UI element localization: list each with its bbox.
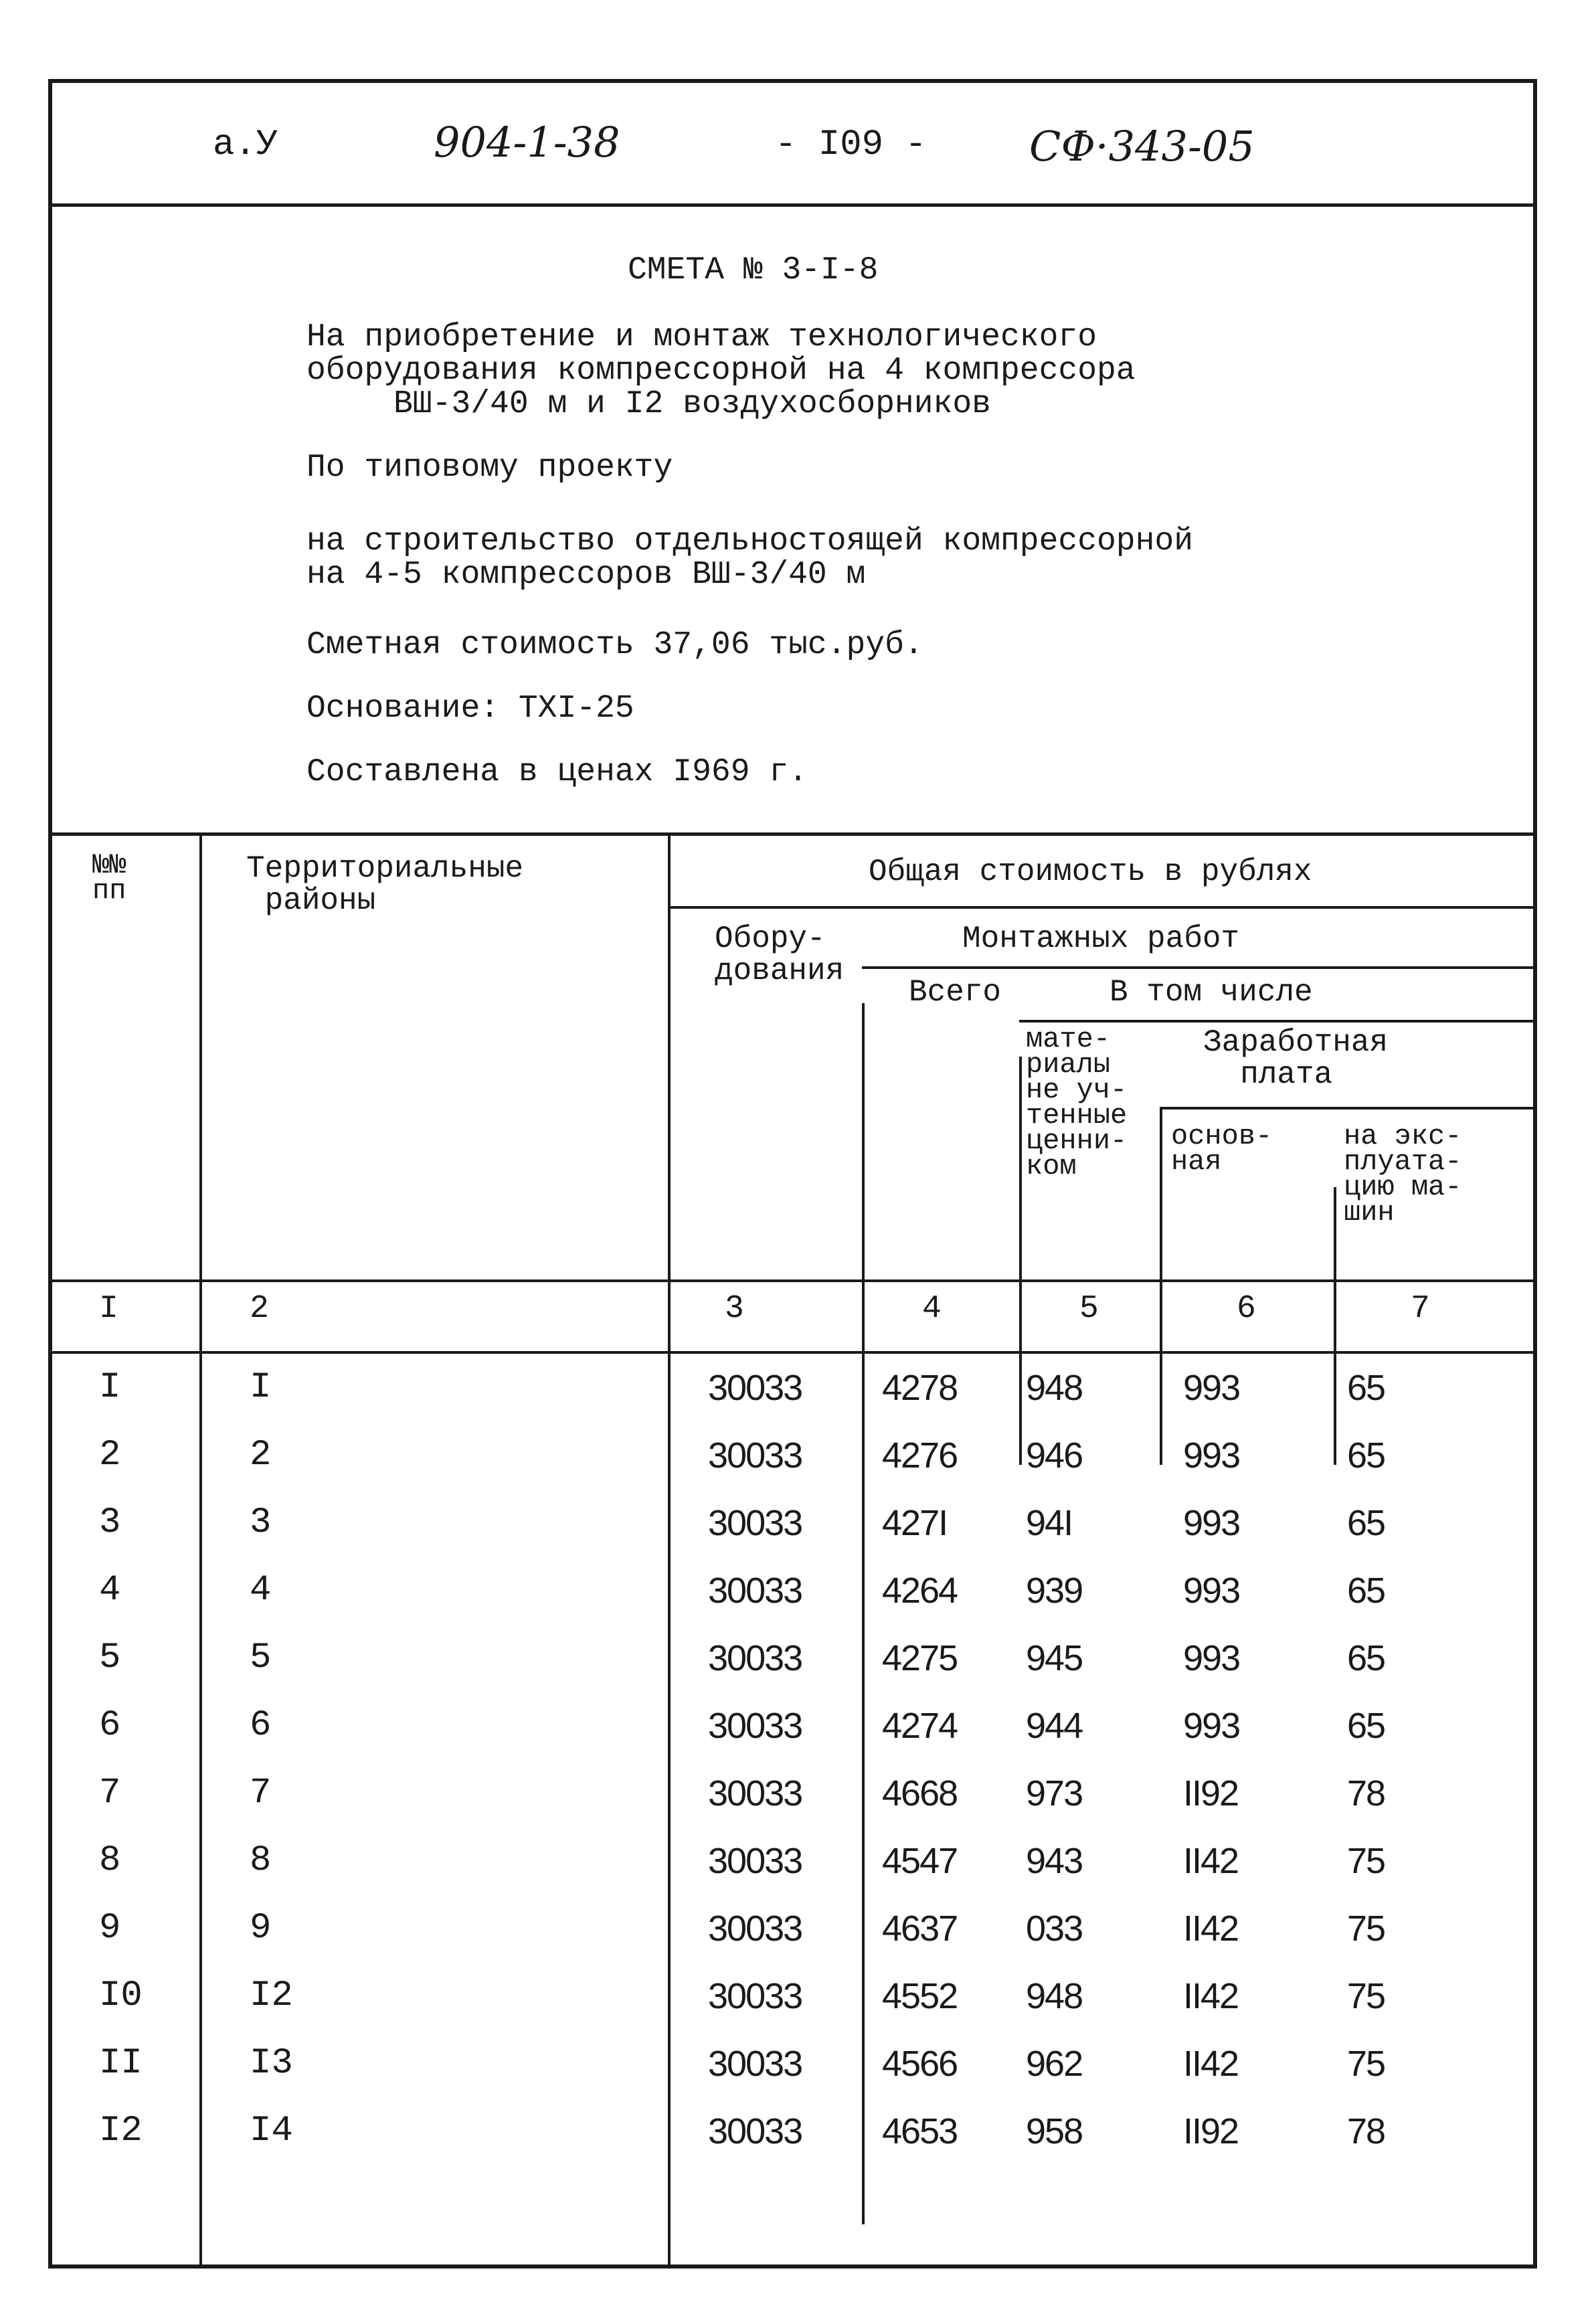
basic-wages-cell: 993 xyxy=(1183,1706,1240,1746)
header-including: В том числе xyxy=(1110,975,1313,1010)
machine-wages-cell: 75 xyxy=(1347,1841,1385,1881)
col-divider-4 xyxy=(1019,1057,1022,1465)
installation-total-cell: 4264 xyxy=(882,1571,958,1611)
installation-total-cell: 427I xyxy=(882,1503,948,1543)
sheet-label: а.У xyxy=(213,124,278,165)
row-number-cell: I xyxy=(99,1367,121,1408)
materials-cost-cell: 958 xyxy=(1026,2111,1083,2151)
basis-line: Основание: ТХI-25 xyxy=(306,691,634,727)
equipment-cost-cell: 30033 xyxy=(708,1571,802,1611)
header-rule-2 xyxy=(862,966,1533,969)
materials-cost-cell: 945 xyxy=(1026,1638,1083,1678)
installation-total-cell: 4552 xyxy=(882,1976,958,2016)
installation-total-cell: 4566 xyxy=(882,2044,958,2084)
basic-wages-cell: 993 xyxy=(1183,1503,1240,1543)
installation-total-cell: 4275 xyxy=(882,1638,958,1678)
project-line: По типовому проекту xyxy=(306,450,673,486)
materials-cost-cell: 94I xyxy=(1026,1503,1073,1543)
row-number-cell: I0 xyxy=(99,1975,143,2016)
territorial-region-cell: 8 xyxy=(250,1840,272,1881)
basic-wages-cell: II42 xyxy=(1183,1841,1239,1881)
machine-wages-cell: 78 xyxy=(1347,2111,1385,2151)
cost-line: Сметная стоимость 37,06 тыс.руб. xyxy=(306,627,923,663)
equipment-cost-cell: 30033 xyxy=(708,1841,802,1881)
header-materials: мате- риалы не уч- тенные ценни- ком xyxy=(1026,1023,1128,1182)
materials-cost-cell: 973 xyxy=(1026,1773,1083,1813)
machine-wages-cell: 75 xyxy=(1347,1908,1385,1949)
machine-wages-cell: 78 xyxy=(1347,1773,1385,1813)
construction-line-1: на строительство отдельностоящей компрессорной xyxy=(306,523,1194,559)
page-number: - I09 - xyxy=(775,124,927,165)
column-number: 7 xyxy=(1411,1291,1430,1327)
col-divider-6 xyxy=(1334,1187,1336,1465)
header-divider xyxy=(52,203,1533,207)
col-divider-2 xyxy=(668,832,671,2265)
equipment-cost-cell: 30033 xyxy=(708,1976,802,2016)
territorial-region-cell: 2 xyxy=(250,1435,272,1476)
row-number-cell: 3 xyxy=(99,1502,121,1543)
territorial-region-cell: 5 xyxy=(250,1637,272,1678)
equipment-cost-cell: 30033 xyxy=(708,1773,802,1813)
header-rule-3 xyxy=(1019,1020,1533,1023)
row-number-cell: I2 xyxy=(99,2111,143,2151)
basic-wages-cell: II42 xyxy=(1183,1908,1239,1949)
subject-line-1: На приобретение и монтаж технологического xyxy=(306,319,1097,355)
installation-total-cell: 4668 xyxy=(882,1773,958,1813)
materials-cost-cell: 948 xyxy=(1026,1976,1083,2016)
basic-wages-cell: II92 xyxy=(1183,2111,1239,2151)
machine-wages-cell: 65 xyxy=(1347,1368,1385,1408)
header-total-cost: Общая стоимость в рублях xyxy=(869,855,1312,889)
column-number: 3 xyxy=(725,1291,744,1327)
column-number-rule xyxy=(52,1351,1533,1354)
territorial-region-cell: I4 xyxy=(250,2111,293,2151)
materials-cost-cell: 962 xyxy=(1026,2044,1083,2084)
materials-cost-cell: 943 xyxy=(1026,1841,1083,1881)
equipment-cost-cell: 30033 xyxy=(708,1706,802,1746)
territorial-region-cell: 7 xyxy=(250,1773,272,1813)
col-divider-3 xyxy=(862,1003,865,2224)
basic-wages-cell: II42 xyxy=(1183,1976,1239,2016)
table-top-border xyxy=(52,832,1533,836)
subject-line-3: ВШ-3/40 м и I2 воздухосборников xyxy=(393,386,991,422)
basic-wages-cell: 993 xyxy=(1183,1435,1240,1476)
header-machine-wages: на экс- плуата- цию ма- шин xyxy=(1344,1120,1462,1229)
row-number-cell: 8 xyxy=(99,1840,121,1881)
header-basic-wages: основ- ная xyxy=(1171,1120,1273,1178)
territorial-region-cell: I2 xyxy=(250,1975,293,2016)
equipment-cost-cell: 30033 xyxy=(708,1368,802,1408)
equipment-cost-cell: 30033 xyxy=(708,2111,802,2151)
construction-line-2: на 4-5 компрессоров ВШ-3/40 м xyxy=(306,557,866,593)
header-wages: Заработная плата xyxy=(1203,1025,1389,1092)
column-number: I xyxy=(99,1291,118,1327)
column-number: 4 xyxy=(922,1291,942,1327)
prices-line: Составлена в ценах I969 г. xyxy=(306,754,808,790)
row-number-cell: 5 xyxy=(99,1637,121,1678)
machine-wages-cell: 65 xyxy=(1347,1503,1385,1543)
column-number: 6 xyxy=(1237,1291,1256,1327)
row-number-cell: 6 xyxy=(99,1705,121,1746)
header-total: Всего xyxy=(909,975,1002,1010)
basic-wages-cell: II92 xyxy=(1183,1773,1239,1813)
subject-line-2: оборудования компрессорной на 4 компрессора xyxy=(306,353,1136,389)
row-number-cell: 9 xyxy=(99,1908,121,1949)
column-number: 2 xyxy=(250,1291,269,1327)
row-number-cell: 7 xyxy=(99,1773,121,1813)
col-divider-1 xyxy=(199,832,202,2265)
installation-total-cell: 4276 xyxy=(882,1435,958,1476)
document-code: СФ·343-05 xyxy=(1029,122,1255,171)
machine-wages-cell: 65 xyxy=(1347,1571,1385,1611)
basic-wages-cell: 993 xyxy=(1183,1638,1240,1678)
materials-cost-cell: 939 xyxy=(1026,1571,1083,1611)
row-number-cell: 4 xyxy=(99,1570,121,1611)
territorial-region-cell: I xyxy=(250,1367,272,1408)
project-number: 904-1-38 xyxy=(434,118,620,167)
territorial-region-cell: 4 xyxy=(250,1570,272,1611)
territorial-region-cell: I3 xyxy=(250,2043,293,2084)
materials-cost-cell: 946 xyxy=(1026,1435,1083,1476)
equipment-cost-cell: 30033 xyxy=(708,1435,802,1476)
header-equipment: Обору- дования xyxy=(715,921,845,988)
machine-wages-cell: 75 xyxy=(1347,1976,1385,2016)
equipment-cost-cell: 30033 xyxy=(708,1638,802,1678)
installation-total-cell: 4653 xyxy=(882,2111,958,2151)
installation-total-cell: 4274 xyxy=(882,1706,958,1746)
col-divider-5 xyxy=(1160,1107,1162,1465)
installation-total-cell: 4637 xyxy=(882,1908,958,1949)
installation-total-cell: 4278 xyxy=(882,1368,958,1408)
basic-wages-cell: 993 xyxy=(1183,1571,1240,1611)
equipment-cost-cell: 30033 xyxy=(708,1503,802,1543)
territorial-region-cell: 3 xyxy=(250,1502,272,1543)
equipment-cost-cell: 30033 xyxy=(708,2044,802,2084)
basic-wages-cell: 993 xyxy=(1183,1368,1240,1408)
row-number-cell: II xyxy=(99,2043,143,2084)
page-frame xyxy=(48,79,1537,2269)
territorial-region-cell: 9 xyxy=(250,1908,272,1949)
equipment-cost-cell: 30033 xyxy=(708,1908,802,1949)
materials-cost-cell: 948 xyxy=(1026,1368,1083,1408)
header-rule-4 xyxy=(1160,1107,1533,1109)
installation-total-cell: 4547 xyxy=(882,1841,958,1881)
materials-cost-cell: 944 xyxy=(1026,1706,1083,1746)
header-installation: Монтажных работ xyxy=(962,921,1240,956)
machine-wages-cell: 65 xyxy=(1347,1638,1385,1678)
machine-wages-cell: 65 xyxy=(1347,1435,1385,1476)
basic-wages-cell: II42 xyxy=(1183,2044,1239,2084)
column-number: 5 xyxy=(1079,1291,1099,1327)
territorial-region-cell: 6 xyxy=(250,1705,272,1746)
header-rule-1 xyxy=(668,906,1533,909)
header-territorial-regions: Территориальные районы xyxy=(246,851,524,918)
header-row-number: №№ пп xyxy=(92,849,126,907)
machine-wages-cell: 65 xyxy=(1347,1706,1385,1746)
machine-wages-cell: 75 xyxy=(1347,2044,1385,2084)
row-number-cell: 2 xyxy=(99,1435,121,1476)
estimate-title: СМЕТА № 3-I-8 xyxy=(628,252,879,288)
materials-cost-cell: 033 xyxy=(1026,1908,1083,1949)
header-bottom-rule xyxy=(52,1279,1533,1282)
